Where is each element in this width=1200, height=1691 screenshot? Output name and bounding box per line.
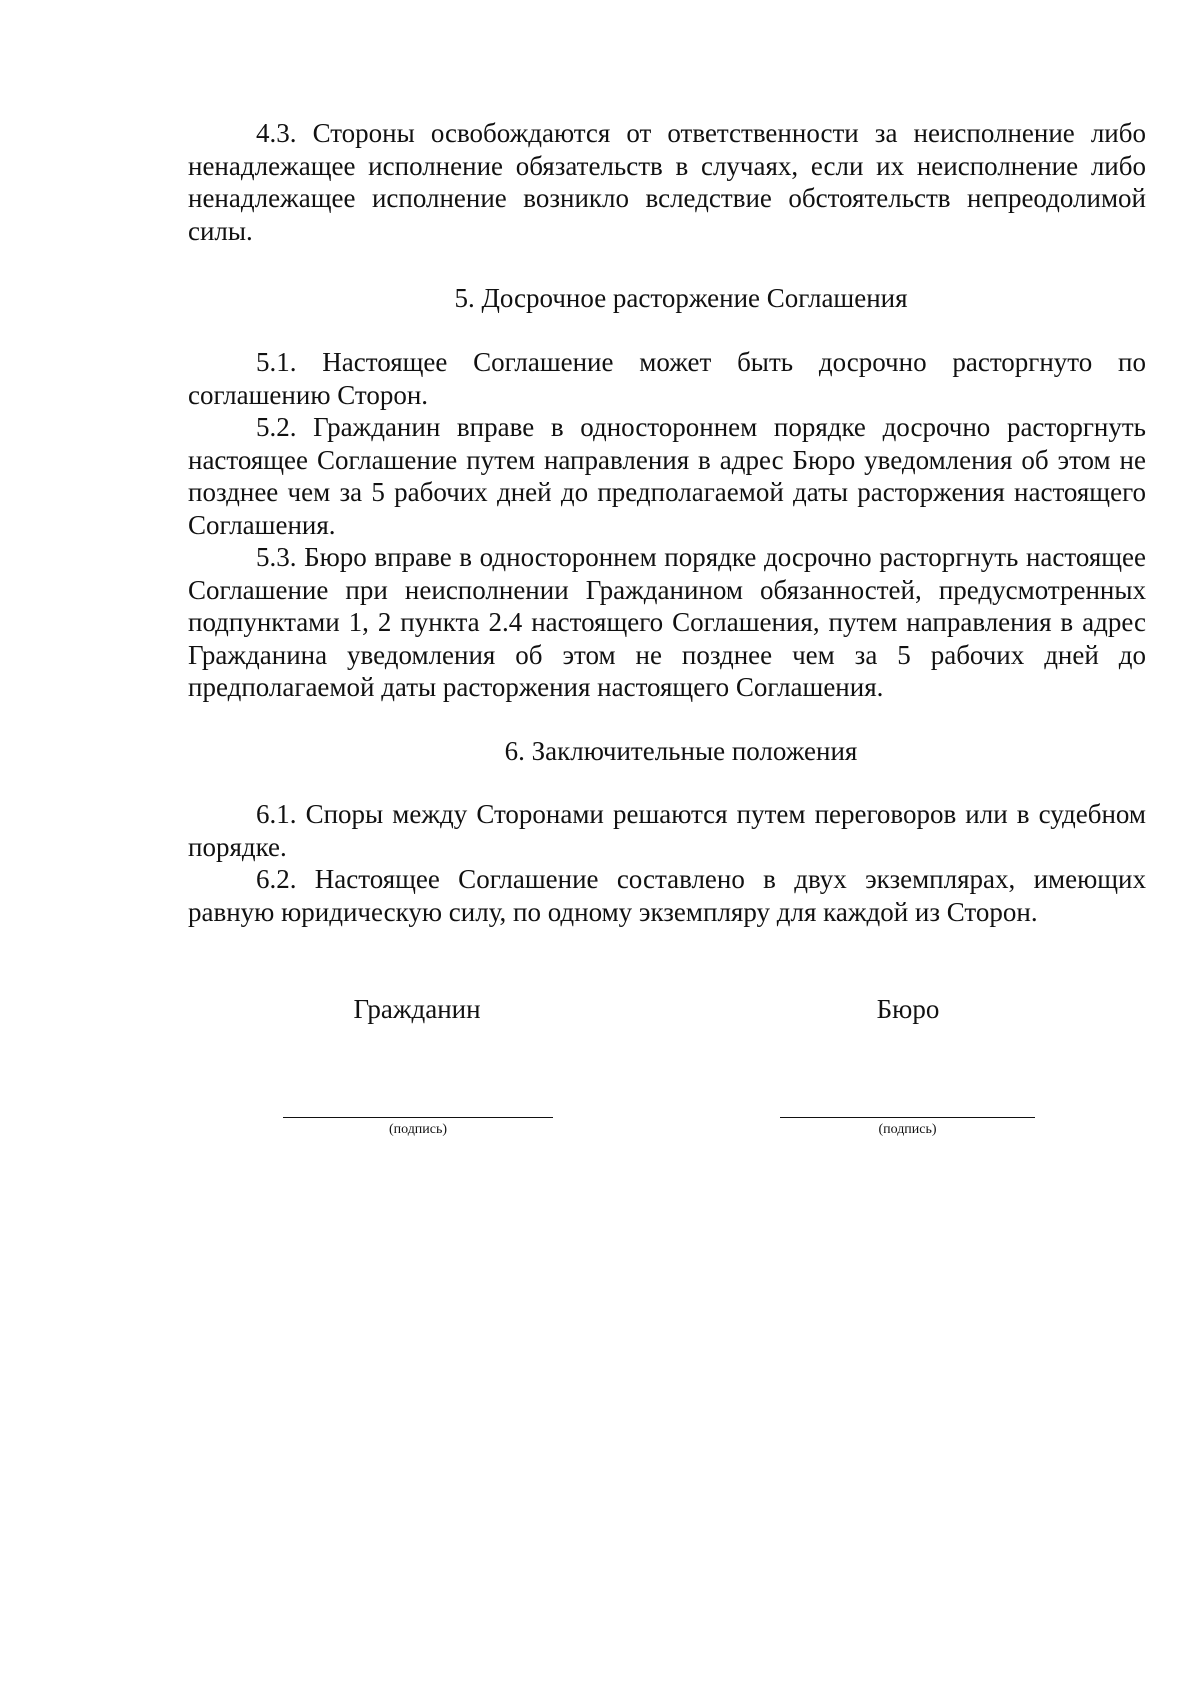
bureau-party-label: Бюро bbox=[876, 994, 940, 1024]
paragraph-5-1: 5.1. Настоящее Соглашение может быть досрочно расторгнуто по соглашению Сторон. bbox=[188, 347, 1146, 410]
section-6-heading: 6. Заключительные положения bbox=[504, 736, 858, 766]
citizen-party-label: Гражданин bbox=[353, 994, 481, 1024]
bureau-signature-line bbox=[780, 1117, 1035, 1118]
bureau-signature-caption: (подпись) bbox=[878, 1122, 937, 1137]
paragraph-4-3: 4.3. Стороны освобождаются от ответственности за неисполнение либо ненадлежащее исполнение обязательств в случаях, если их неисполнение либо ненадлежащее исполнение возникло вследствие обстоятельств непреодолимой силы. bbox=[188, 118, 1146, 246]
citizen-signature-caption: (подпись) bbox=[388, 1122, 448, 1137]
section-5-heading: 5. Досрочное расторжение Соглашения bbox=[454, 283, 908, 313]
paragraph-6-1: 6.1. Споры между Сторонами решаются путем переговоров или в судебном порядке. bbox=[188, 799, 1146, 862]
paragraph-5-3: 5.3. Бюро вправе в одностороннем порядке досрочно расторгнуть настоящее Соглашение при неисполнении Гражданином обязанностей, предусмотренных подпунктами 1, 2 пункта 2.4 настоящего Соглашения, путем направления в адрес Гражданина уведомления об этом не позднее чем за 5 рабочих дней до предполагаемой даты расторжения настоящего Соглашения. bbox=[188, 542, 1146, 702]
citizen-signature-line bbox=[283, 1117, 553, 1118]
paragraph-6-2: 6.2. Настоящее Соглашение составлено в двух экземплярах, имеющих равную юридическую силу, по одному экземпляру для каждой из Сторон. bbox=[188, 864, 1146, 927]
paragraph-5-2: 5.2. Гражданин вправе в одностороннем порядке досрочно расторгнуть настоящее Соглашение путем направления в адрес Бюро уведомления об этом не позднее чем за 5 рабочих дней до предполагаемой даты расторжения настоящего Соглашения. bbox=[188, 412, 1146, 540]
